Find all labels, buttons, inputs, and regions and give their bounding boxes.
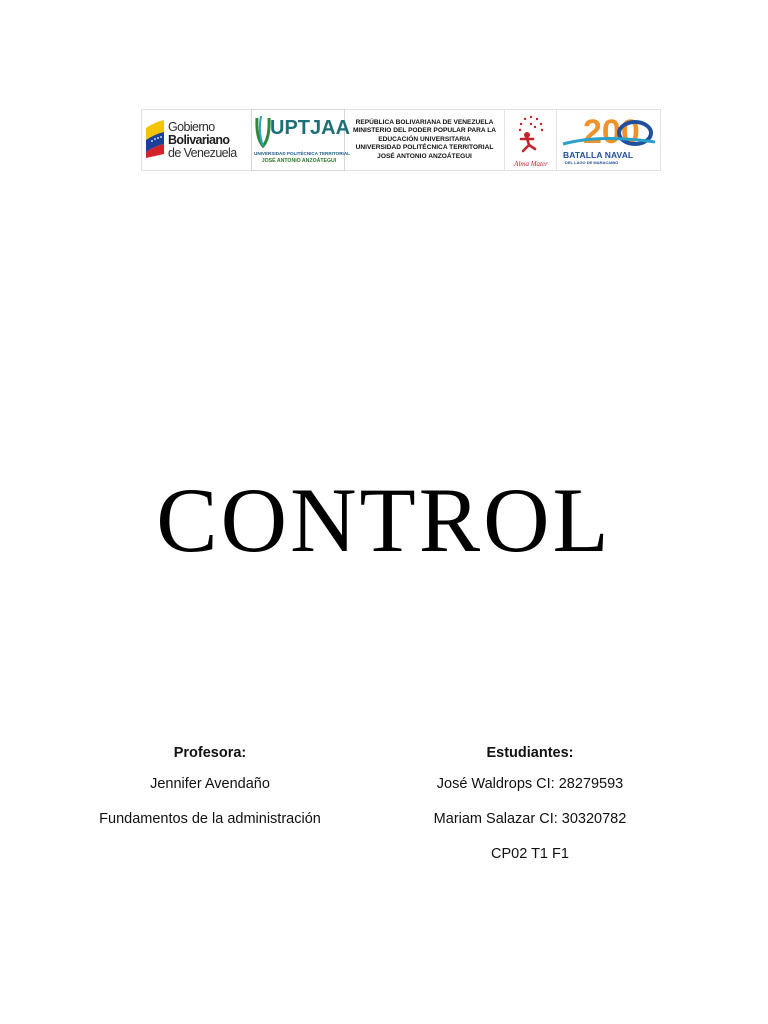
teacher-name: Jennifer Avendaño	[150, 776, 270, 792]
batalla-200-icon	[559, 112, 659, 152]
teacher-block	[60, 740, 360, 836]
batalla-naval-sub: DEL LAGO DE MARACAIBO	[565, 160, 619, 165]
section-code: CP02 T1 F1	[491, 846, 569, 862]
institution-line-4: UNIVERSIDAD POLITÉCNICA TERRITORIAL	[355, 144, 494, 152]
venezuela-flag-icon	[144, 118, 166, 158]
batalla-naval-logo	[557, 109, 661, 171]
uptjaa-wordmark: UPTJAA	[270, 117, 351, 139]
teacher-heading: Profesora:	[173, 745, 247, 761]
batalla-naval-label: BATALLA NAVAL	[563, 150, 634, 160]
gob-line1-regular: Gobierno	[168, 119, 215, 134]
gob-line2: de Venezuela	[168, 145, 237, 160]
document-title: CONTROL	[156, 469, 612, 571]
uptjaa-subtitle-1: UNIVERSIDAD POLITÉCNICA TERRITORIAL	[254, 151, 350, 156]
institution-text-block	[345, 109, 505, 171]
institution-line-1: REPÚBLICA BOLIVARIANA DE VENEZUELA	[355, 118, 494, 126]
uptjaa-logo	[251, 109, 351, 171]
alma-mater-figure-icon	[507, 113, 555, 155]
student-line: Mariam Salazar CI: 30320782	[433, 811, 627, 827]
alma-mater-label: Alma Mater	[514, 160, 548, 168]
students-block	[388, 740, 672, 871]
uptjaa-subtitle-2: JOSÉ ANTONIO ANZOÁTEGUI	[261, 158, 337, 164]
batalla-number: 200	[583, 113, 640, 151]
institution-line-2: MINISTERIO DEL PODER POPULAR PARA LA	[352, 127, 497, 135]
students-heading: Estudiantes:	[486, 745, 574, 761]
alma-mater-logo	[505, 109, 557, 171]
gobierno-bolivariano-text	[168, 121, 251, 160]
gobierno-bolivariano-logo	[141, 109, 251, 171]
subject-name: Fundamentos de la administración	[99, 811, 321, 827]
gob-line1-bold: Bolivariano	[168, 132, 230, 147]
institution-line-5: JOSÉ ANTONIO ANZOÁTEGUI	[377, 152, 472, 160]
student-line: José Waldrops CI: 28279593	[436, 776, 624, 792]
header-logo-banner	[141, 109, 661, 171]
institution-line-3: EDUCACIÓN UNIVERSITARIA	[378, 135, 471, 143]
